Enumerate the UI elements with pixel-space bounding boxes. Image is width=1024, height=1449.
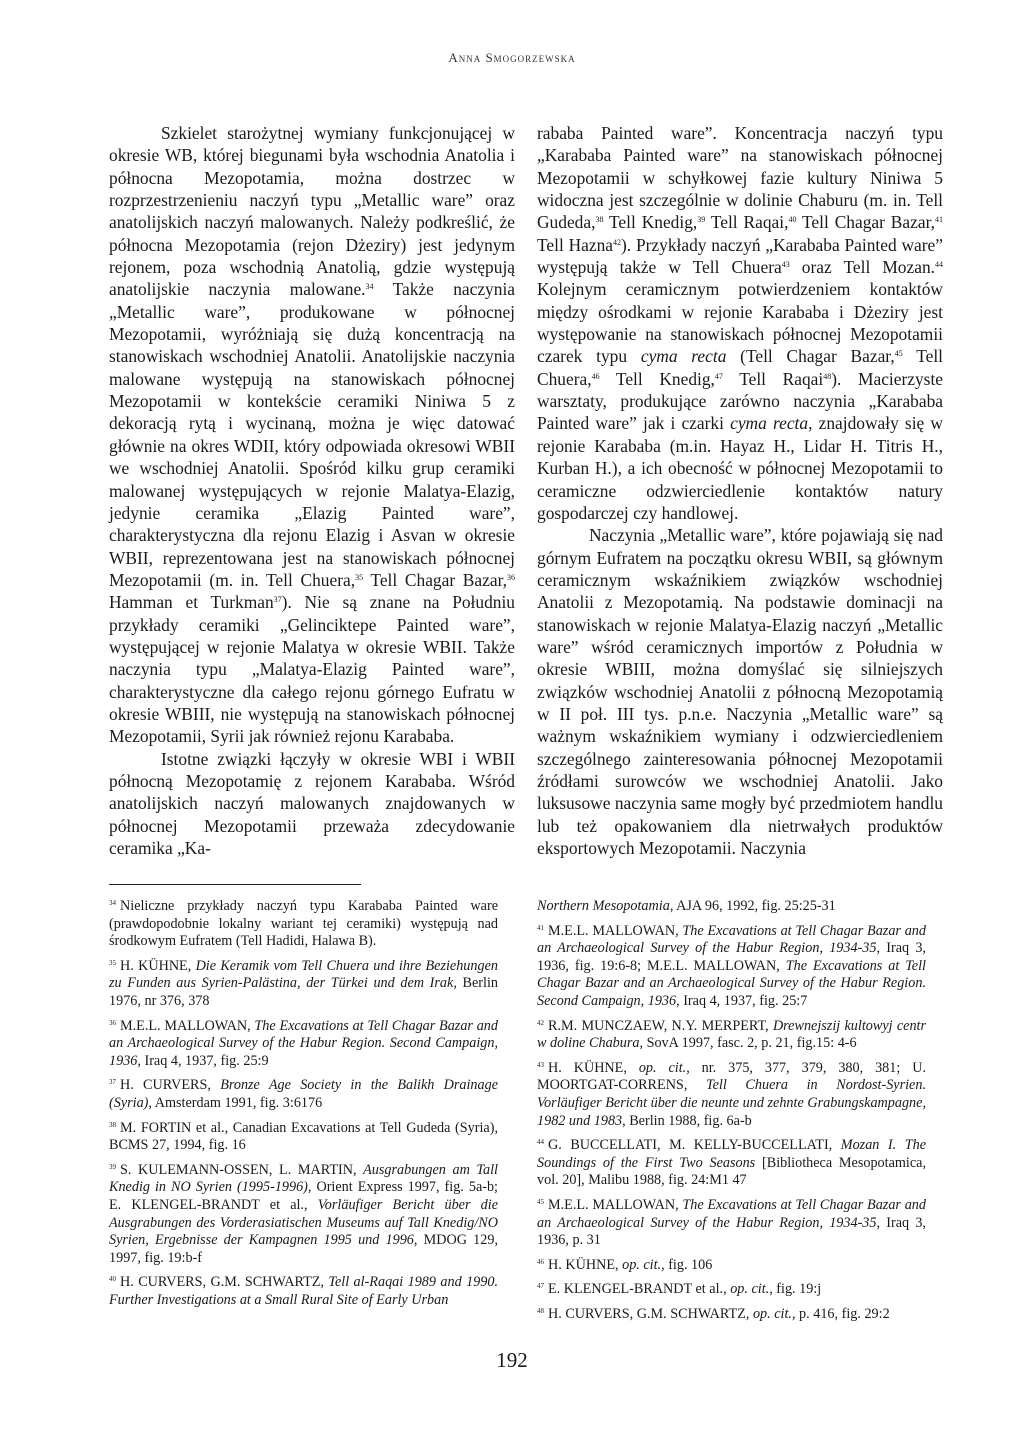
footnote-ref[interactable]: 39 <box>697 215 706 225</box>
footnote: $^{41}$ M.E.L. MALLOWAN, The Excavations at Tell Chagar Bazar and an Archaeological Survey of the Habur Region, 1934-35, Iraq 3, 1936, fig. 19:6-8; M.E.L. MALLOWAN, The Excavations at Tell Chagar Bazar and an Archaeological Survey of the Habur Region. Second Campaign, 1936, Iraq 4, 1937, fig. 25:7 <box>537 922 926 1009</box>
right-text-column <box>537 122 943 859</box>
footnotes-right <box>537 898 926 1330</box>
footnote-ref[interactable]: 37 <box>273 595 282 605</box>
paragraph: Szkielet starożytnej wymiany funkcjonującej w okresie WB, której biegunami była wschodnia Anatolia i północna Mezopotamia, można dostrzec w rozprzestrzenieniu naczyń typu „Metallic ware” oraz anatolijskich naczyń malowanych. Należy podkreślić, że północna Mezopotamia (rejon Dżeziry) jest jedynym rejonem, poza wschodnią Anatolią, gdzie występują anatolijskie naczynia malowane.$^{34}$ Także naczynia „Metallic ware”, produkowane w północnej Mezopotamii, wyróżniają się dużą koncentracją na stanowiskach wschodniej Anatolii. Anatolijskie naczynia malowane występują na stanowiskach północnej Mezopotamii w kontekście ceramiki Niniwa 5 z dekoracją rytą i wycinaną, można je więc datować głównie na okres WDII, który odpowiada okresowi WBII we wschodniej Anatolii. Spośród kilku grup ceramiki malowanej występujących w rejonie Malatya-Elazig, jedynie ceramika „Elazig Painted ware”, charakterystyczna dla rejonu Elazig i Asvan w okresie WBII, reprezentowana jest na stanowiskach północnej Mezopotamii (m. in. Tell Chuera,$^{35}$ Tell Chagar Bazar,$^{36}$ Hamman et Turkman$^{37}$). Nie są znane na Południu przykłady ceramiki „Gelinciktepe Painted ware”, występującej w rejonie Malatya w okresie WBII. Także naczynia typu „Malatya-Elazig Painted ware”, charakterystyczne dla całego rejonu górnego Eufratu w okresie WBIII, nie występują na stanowiskach północnej Mezopotamii, Syrii jak również rejonu Karababa. <box>109 123 516 747</box>
footnote: $^{48}$ H. CURVERS, G.M. SCHWARTZ, op. cit., p. 416, fig. 29:2 <box>537 1305 890 1322</box>
footnotes-left <box>109 898 498 1316</box>
footnote-ref[interactable]: 48 <box>823 371 832 381</box>
footnote: $^{43}$ H. KÜHNE, op. cit., nr. 375, 377, 379, 380, 381; U. MOORTGAT-CORRENS, Tell Chuera in Nordost-Syrien. Vorläufiger Bericht über die neunte und zehnte Grabungskampagne, 1982 und 1983, Berlin 1988, fig. 6a-b <box>537 1059 926 1129</box>
footnote-ref[interactable]: 41 <box>935 215 944 225</box>
footnote: $^{34}$ Nieliczne przykłady naczyń typu Karababa Painted ware (prawdopodobnie lokalny wariant tej ceramiki) występują nad środkowym Eufratem (Tell Hadidi, Halawa B). <box>109 898 498 950</box>
footnote-continuation: Northern Mesopotamia, AJA 96, 1992, fig. 25:25-31 <box>537 898 836 914</box>
footnote: $^{35}$ H. KÜHNE, Die Keramik vom Tell Chuera und ihre Beziehungen zu Funden aus Syrien-Palästina, der Türkei und dem Irak, Berlin 1976, nr 376, 378 <box>109 957 498 1009</box>
footnote: $^{44}$ G. BUCCELLATI, M. KELLY-BUCCELLATI, Mozan I. The Soundings of the First Two Seasons [Bibliotheca Mesopotamica, vol. 20], Malibu 1988, fig. 24:M1 47 <box>537 1137 927 1189</box>
footnote-ref[interactable]: 36 <box>507 572 516 582</box>
footnote-ref[interactable]: 35 <box>355 572 364 582</box>
footnote: $^{42}$ R.M. MUNCZAEW, N.Y. MERPERT, Drewnejszij kultowyj centr w doline Chabura, SovA 1997, fasc. 2, p. 21, fig.15: 4-6 <box>537 1017 926 1052</box>
footnote: $^{47}$ E. KLENGEL-BRANDT et al., op. cit., fig. 19:j <box>537 1281 822 1298</box>
footnote: $^{39}$ S. KULEMANN-OSSEN, L. MARTIN, Ausgrabungen am Tall Knedig in NO Syrien (1995-1996), Orient Express 1997, fig. 5a-b; E. KLENGEL-BRANDT et al., Vorläufiger Bericht über die Ausgrabungen des Vorderasiatischen Museums auf Tall Knedig/NO Syrien, Ergebnisse der Kampagnen 1995 und 1996, MDOG 129, 1997, fig. 19:b-f <box>109 1161 498 1266</box>
footnote-ref[interactable]: 40 <box>788 215 797 225</box>
left-text-column <box>109 122 515 859</box>
footnote-ref[interactable]: 43 <box>781 260 790 270</box>
footnote-ref[interactable]: 34 <box>365 282 374 292</box>
footnote: $^{40}$ H. CURVERS, G.M. SCHWARTZ, Tell al-Raqai 1989 and 1990. Further Investigations at a Small Rural Site of Early Urban <box>109 1274 498 1308</box>
footnote-ref[interactable]: 38 <box>595 215 604 225</box>
paragraph: rababa Painted ware”. Koncentracja naczyń typu „Karababa Painted ware” na stanowiskach północnej Mezopotamii w schyłkowej fazie kultury Niniwa 5 widoczna jest szczególnie w dolinie Chaburu (m. in. Tell Gudeda,$^{38}$ Tell Knedig,$^{39}$ Tell Raqai,$^{40}$ Tell Chagar Bazar,$^{41}$ Tell Hazna$^{42}$). Przykłady naczyń „Karababa Painted ware” występują także w Tell Chuera$^{43}$ oraz Tell Mozan.$^{44}$ Kolejnym ceramicznym potwierdzeniem kontaktów między ośrodkami w rejonie Karababa i Dżeziry jest występowanie na stanowiskach północnej Mezopotamii czarek typu cyma recta (Tell Chagar Bazar,$^{45}$ Tell Chuera,$^{46}$ Tell Knedig,$^{47}$ Tell Raqai$^{48}$). Macierzyste warsztaty, produkujące zarówno naczynia „Karababa Painted ware” jak i czarki cyma recta, znajdowały się w rejonie Karababa (m.in. Hayaz H., Lidar H. Titris H., Kurban H.), a ich obecność w północnej Mezopotamii to ceramiczne odzwierciedlenie kontaktów natury gospodarczej czy handlowej. <box>537 123 944 523</box>
footnote-ref[interactable]: 47 <box>714 371 723 381</box>
running-header: Anna Smogorzewska <box>448 50 576 65</box>
footnote: $^{37}$ H. CURVERS, Bronze Age Society in the Balikh Drainage (Syria), Amsterdam 1991, fig. 3:6176 <box>109 1077 499 1111</box>
footnote: $^{45}$ M.E.L. MALLOWAN, The Excavations at Tell Chagar Bazar and an Archaeological Survey of the Habur Region, 1934-35, Iraq 3, 1936, p. 31 <box>537 1196 926 1249</box>
footnote: $^{36}$ M.E.L. MALLOWAN, The Excavations at Tell Chagar Bazar and an Archaeological Survey of the Habur Region. Second Campaign, 1936, Iraq 4, 1937, fig. 25:9 <box>109 1017 498 1069</box>
footnote: $^{46}$ H. KÜHNE, op. cit., fig. 106 <box>537 1256 713 1273</box>
paragraph: Istotne związki łączyły w okresie WBI i WBII północną Mezopotamię z rejonem Karababa. Wśród anatolijskich naczyń malowanych znajdowanych w północnej Mezopotamii przeważa zdecydowanie ceramika „Ka- <box>109 748 515 858</box>
paragraph: Naczynia „Metallic ware”, które pojawiają się nad górnym Eufratem na początku okresu WBII, są głównym ceramicznym wskaźnikiem związków wschodniej Anatolii z Mezopotamią. Na podstawie dominacji na stanowiskach w rejonie Malatya-Elazig naczyń „Metallic ware” wśród ceramicznych importów z Południa w okresie WBIII, można domyślać się silniejszych związków wschodniej Anatolii z północną Mezopotamią w II poł. III tys. p.n.e. Naczynia „Metallic ware” są ważnym wskaźnikiem wymiany i odzwierciedleniem szczególnego zainteresowania północnej Mezopotamii źródłami surowców we wschodniej Anatolii. Jako luksusowe naczynia same mogły być przedmiotem handlu lub też opakowaniem dla nietrwałych produktów eksportowych Mezopotamii. Naczynia <box>537 525 943 858</box>
footnote: $^{38}$ M. FORTIN et al., Canadian Excavations at Tell Gudeda (Syria), BCMS 27, 1994, fig. 16 <box>109 1119 498 1154</box>
page-number: 192 <box>496 1348 528 1372</box>
footnote-ref[interactable]: 44 <box>935 260 943 270</box>
footnote-ref[interactable]: 46 <box>591 371 600 381</box>
footnote-divider <box>109 884 361 885</box>
footnote-ref[interactable]: 42 <box>613 237 622 247</box>
footnote-ref[interactable]: 45 <box>894 349 903 359</box>
